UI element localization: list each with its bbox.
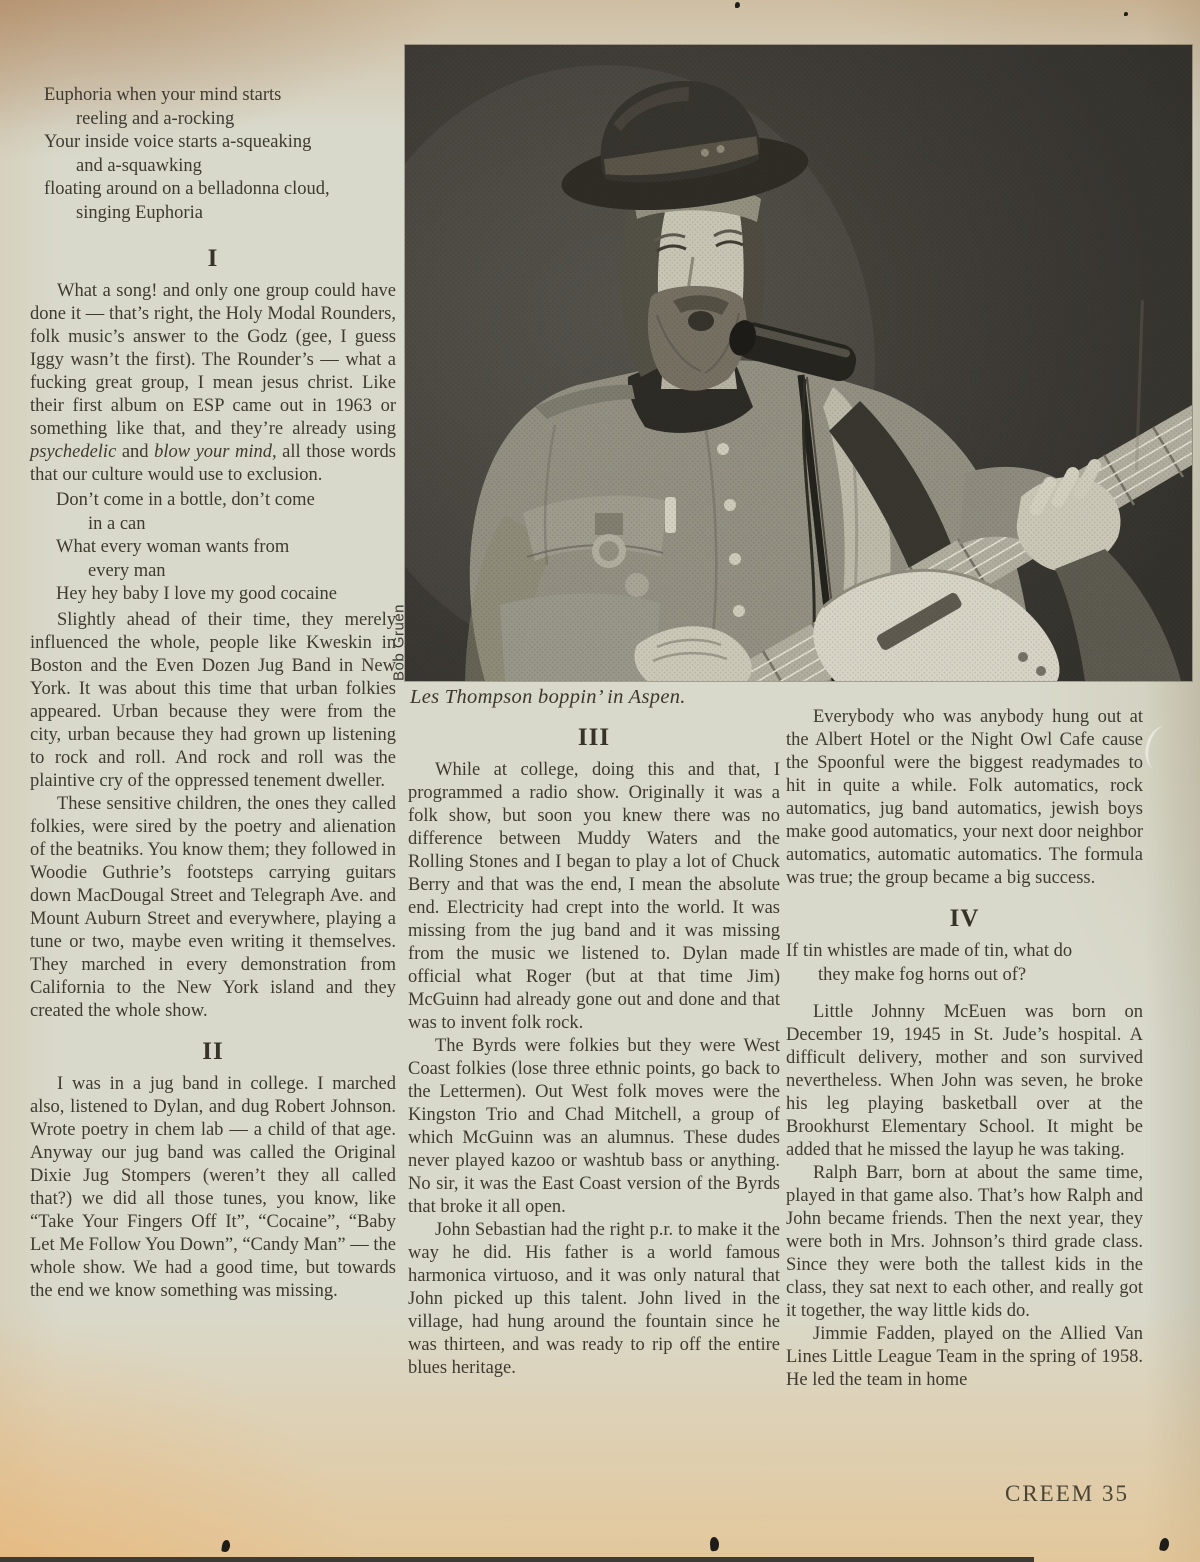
verse-tin-whistles [786,940,1143,987]
verse-line: Hey hey baby I love my good cocaine [56,584,338,604]
scan-edge [0,1557,1034,1562]
section-heading-ii: II [202,1037,224,1065]
ink-speck [1159,1537,1170,1551]
paragraph-jimmie-fadden: Jimmie Fadden, played on the Allied Van Lines Little League Team in the spring of 1958. He led the team in home [786,1324,1143,1390]
verse-line: they make fog horns out of? [818,964,1027,985]
section-heading-iv: IV [949,905,980,932]
ink-speck [221,1540,231,1553]
paragraph-byrds: The Byrds were folkies but they were West Coast folkies (lose three ethnic points, go back to the Lettermen). Out West folk moves were the Kingston Trio and Chad Mitchell, a group of which McGuinn was an alumnus. These dudes never played kazoo or washtub bass or anything. No sir, it was the East Coast version of the Byrds that broke it all open. [408,1036,780,1217]
paper-crease [1141,723,1180,773]
section-heading-i: I [207,245,219,272]
verse-line: Don’t come in a bottle, don’t come [56,490,315,510]
poem-euphoria [44,84,396,225]
middle-column [408,724,780,1380]
poem-line: Your inside voice starts a-squeaking [44,132,312,152]
photo-les-thompson [405,45,1192,681]
verse-cocaine [56,489,396,607]
paragraph-holy-modal [30,280,396,487]
paragraph-text: and [116,442,155,462]
verse-line: What every woman wants from [56,537,290,557]
photo-caption: Les Thompson boppin’ in Aspen. [410,686,686,708]
right-column [786,706,1143,1392]
italic-blow-your-mind: blow your mind, [154,442,277,462]
paragraph-john-sebastian: John Sebastian had the right p.r. to make it the way he did. His father is a world famous harmonica virtuoso, and it was only natural that John picked up this talent. John lived in the village, had hung around the fountain since he was thirteen, and was ready to rip off the entire blues heritage. [408,1220,780,1378]
paragraph-text: all those words that our culture would use to exclusion. [30,442,397,485]
poem-line: floating around on a belladonna cloud, [44,179,330,199]
poem-line: Euphoria when your mind starts [44,85,282,105]
paragraph-spoonful: Everybody who was anybody hung out at the Albert Hotel or the Night Owl Cafe cause the Spoonful were the biggest readymades to hit in quite a while. Folk automatics, rock automatics, jug band automatics, jewish boys make good automatics, your next door neighbor automatics, automatic automatics. The formula was true; the group became a big success. [786,707,1143,888]
photo-image [405,45,1192,681]
page-number: CREEM 35 [1005,1481,1129,1506]
left-column [30,84,396,1303]
poem-line: singing Euphoria [76,202,203,223]
paragraph-folkies: These sensitive children, the ones they called folkies, were sired by the poetry and alienation of the beatniks. You know them; they followed in Woodie Guthrie’s footsteps carrying guitars down MacDougal Street and Telegraph Ave. and Mount Auburn Street and everywhere, playing a tune or two, maybe even writing it themselves. They marched in every demonstration from California to the New York island and they created the whole show. [30,793,396,1021]
ink-speck [709,1537,719,1552]
photo-credit: Bob Gruen [390,603,408,682]
paragraph-ralph-barr: Ralph Barr, born at about the same time, played in that game also. That’s how Ralph and John became friends. Then the next year, they were both in Mrs. Johnson’s third grade class. Since they were both the tallest kids in the class, they sat next to each other, and really got it together, the way little kids do. [786,1163,1143,1321]
poem-line: reeling and a-rocking [76,108,235,129]
paragraph-text: What a song! and only one group could have done it — that’s right, the Holy Modal Rounders, folk music’s answer to the Godz (gee, I guess Iggy wasn’t the first). The Rounder’s — what a fucking great group, I mean jesus christ. Like their first album on ESP came out in 1963 or something like that, and they’re already using [30,281,396,439]
ink-speck [735,2,740,8]
ink-speck [1124,12,1128,16]
italic-psychedelic: psychedelic [30,442,117,462]
section-heading-iii: III [577,724,611,751]
verse-line: If tin whistles are made of tin, what do [786,941,1073,961]
paragraph-jug-bands: Slightly ahead of their time, they merely influenced the whole, people like Kweskin in Boston and the Even Dozen Jug Band in New York. It was about this time that urban folkies appeared. Urban because they were from the city, urban because they had grown up listening to rock and roll. And rock and roll was the plaintive cry of the oppressed tenement dweller. [30,609,396,791]
paragraph-dixie-jug-stompers: I was in a jug band in college. I marched also, listened to Dylan, and dug Robert Johnson. Wrote poetry in chem lab — a child of that age. Anyway our jug band was called the Original Dixie Jug Stompers (weren’t they all called that?) we did all those tunes, you know, like “Take Your Fingers Off It”, “Cocaine”, “Baby Let Me Follow You Down”, “Candy Man” — the whole show. We had a good time, but towards the end we know something was missing. [30,1073,396,1301]
poem-line: and a-squawking [76,155,202,176]
verse-line: every man [88,560,166,581]
verse-line: in a can [88,513,146,534]
paragraph-radio-show: While at college, doing this and that, I programmed a radio show. Originally it was a folk show, but soon you knew there was no difference between Muddy Waters and the Rolling Stones and I began to play a lot of Chuck Berry and that was the end, I mean the absolute end. Electricity had crept into the world. It was missing from the jug band and it was missing from the music we listened to. Dylan made official what Roger (but at that time Jim) McGuinn had already gone out and done and that was to invent folk rock. [408,760,780,1033]
paragraph-johnny-mceuen: Little Johnny McEuen was born on December 19, 1945 in St. Jude’s hospital. A difficult delivery, mother and son survived nevertheless. When John was seven, he broke his leg playing basketball over at the Brookhurst Elementary School. It might be added that he missed the layup he was taking. [786,1002,1143,1160]
